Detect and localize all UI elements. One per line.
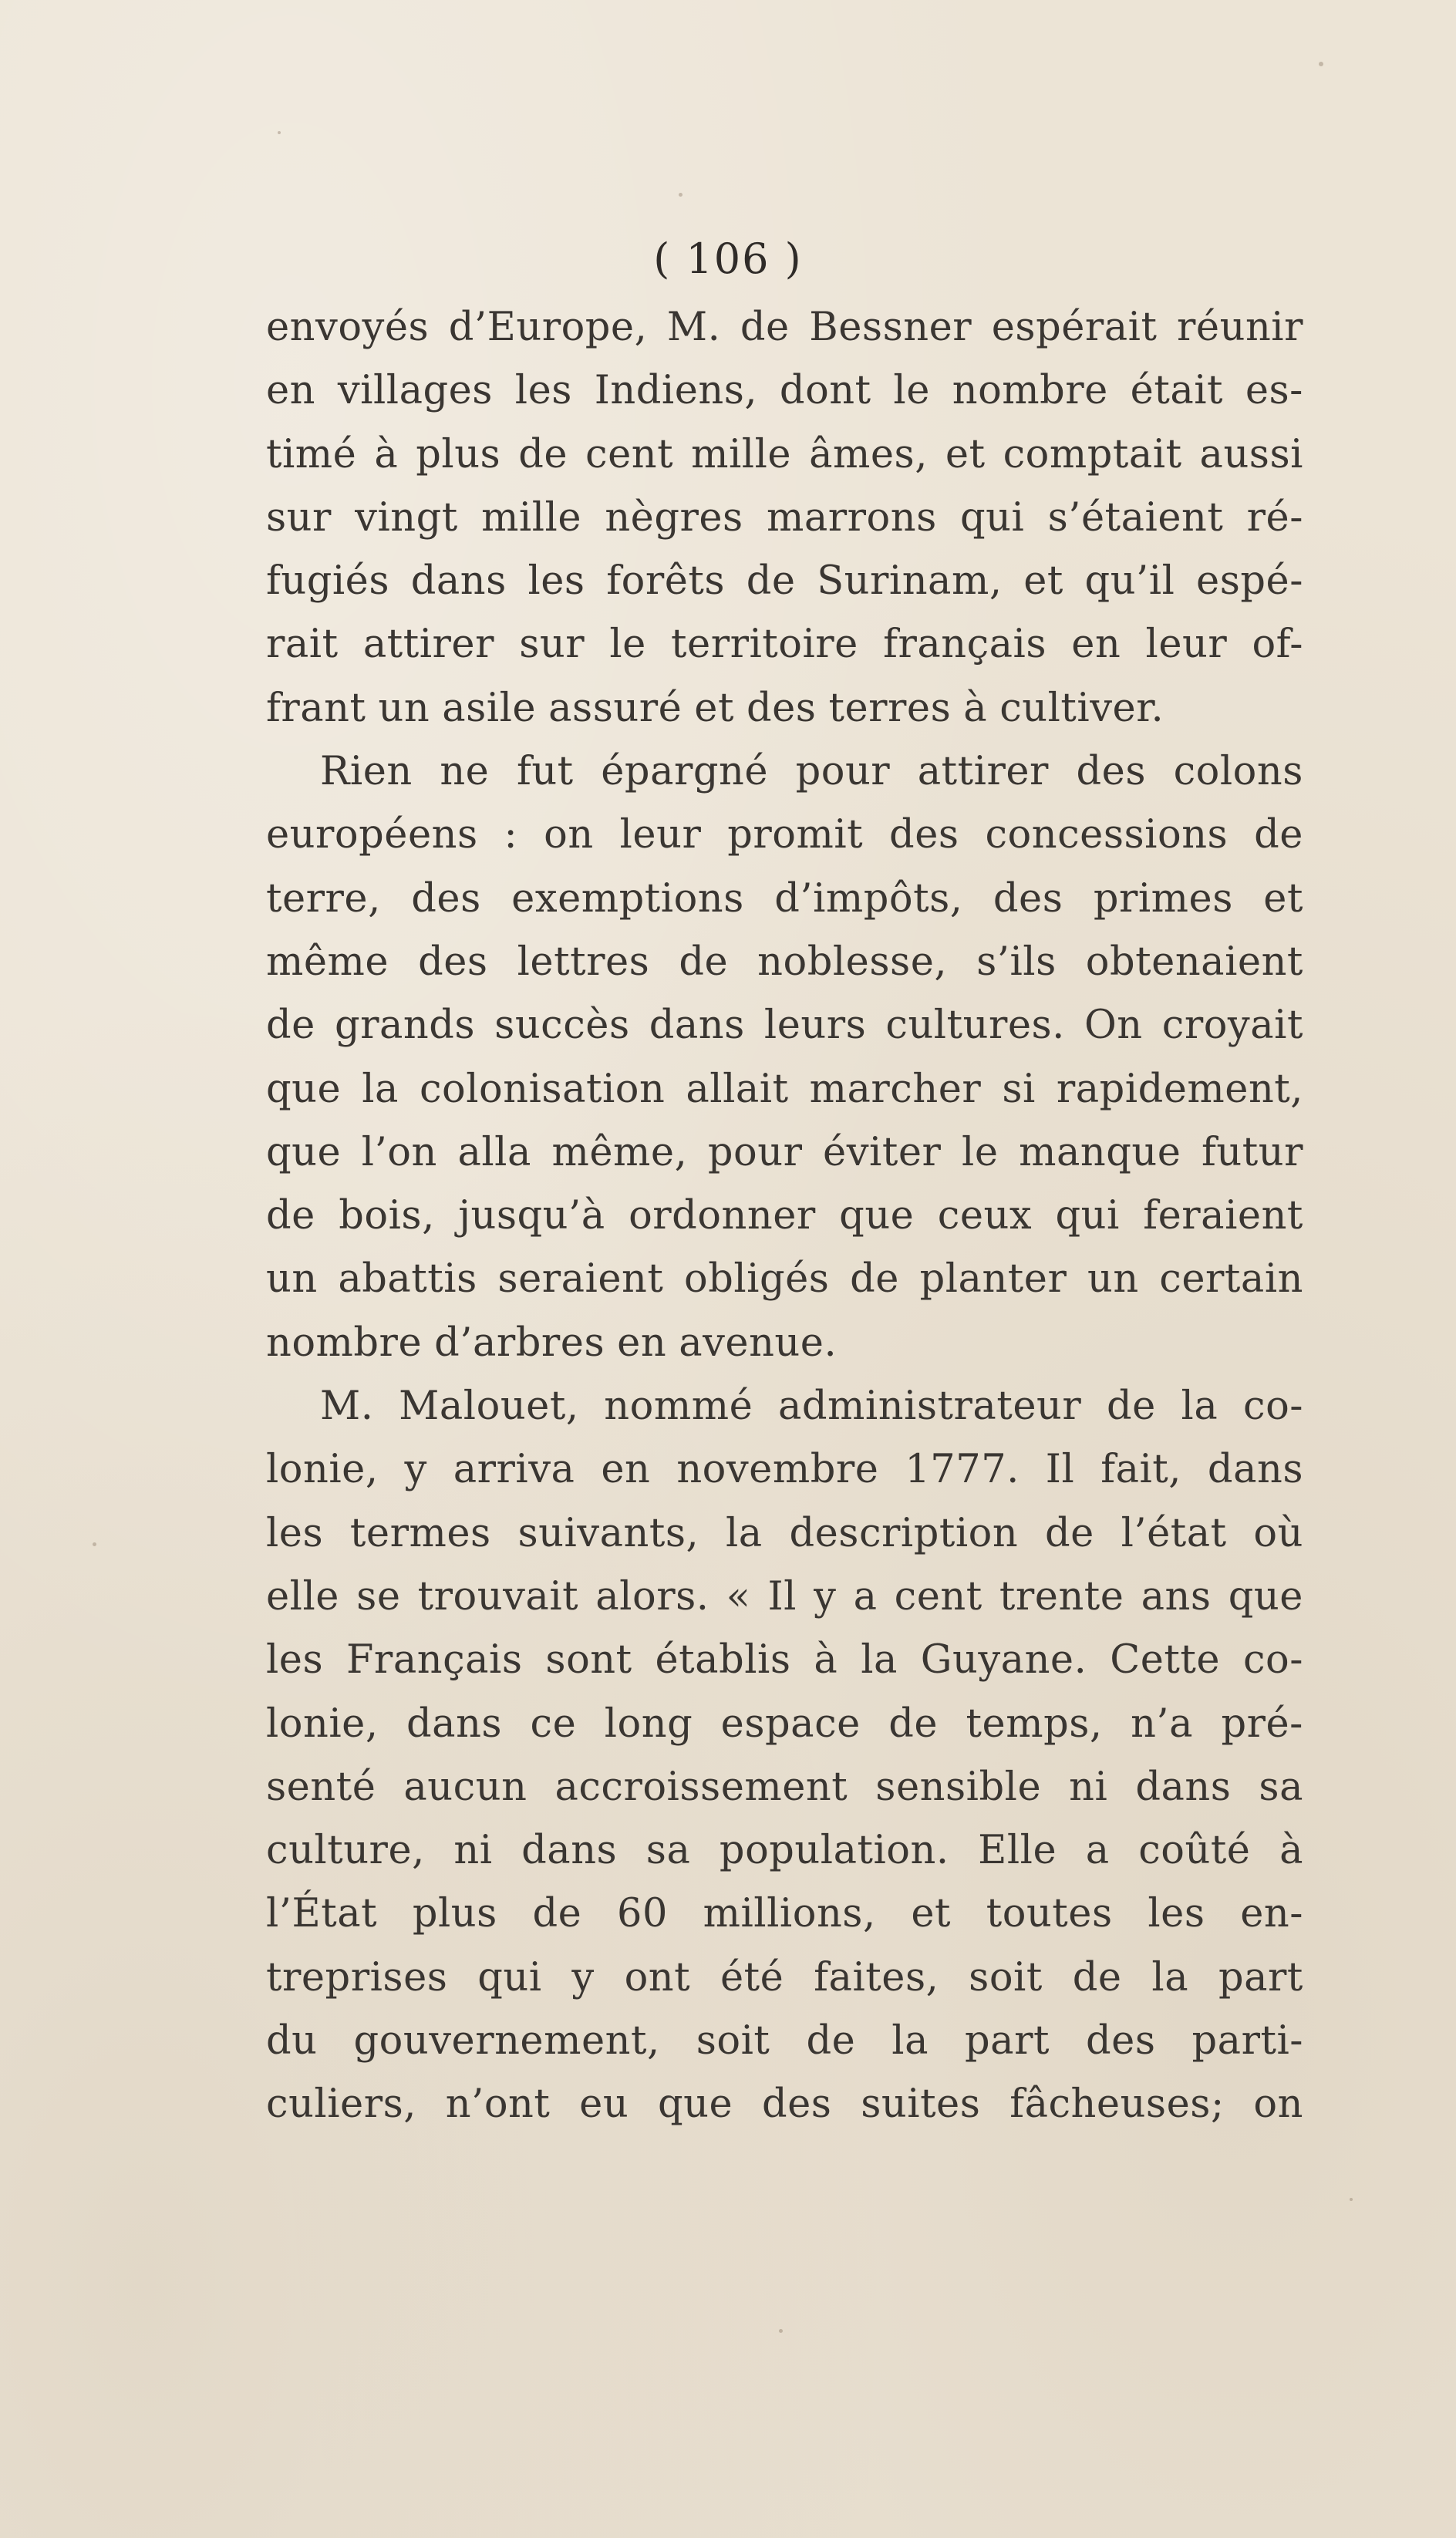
- word: de: [518, 431, 568, 477]
- word: dans: [1135, 1764, 1232, 1810]
- word: les: [1148, 1891, 1205, 1937]
- word: les: [266, 1510, 324, 1556]
- text-line: [266, 1882, 1303, 1946]
- word: elle: [266, 1573, 339, 1620]
- text-line: [266, 1693, 1303, 1756]
- word: part: [965, 2018, 1050, 2064]
- word: des: [761, 2081, 832, 2128]
- word: coûté: [1138, 1828, 1251, 1874]
- word: ce: [530, 1700, 577, 1747]
- word: la: [725, 1510, 763, 1556]
- word: Il: [1045, 1447, 1075, 1493]
- word: sur: [266, 494, 332, 541]
- word: en: [1071, 622, 1121, 668]
- paper-speck: [1350, 2198, 1353, 2201]
- word: sont: [545, 1637, 632, 1684]
- word: treprises: [266, 1954, 448, 2000]
- word: Malouet,: [399, 1384, 579, 1430]
- word: ceux: [937, 1193, 1033, 1239]
- word: des: [993, 875, 1063, 922]
- word: cultures.: [885, 1003, 1065, 1049]
- word: et: [694, 685, 734, 731]
- word: sensible: [875, 1764, 1042, 1810]
- word: on: [1253, 2081, 1303, 2128]
- word: à: [963, 685, 988, 731]
- word: européens: [266, 812, 478, 858]
- word: planter: [919, 1256, 1067, 1303]
- word: croyait: [1161, 1003, 1303, 1049]
- word: co-: [1243, 1384, 1303, 1430]
- word: 60: [617, 1891, 668, 1937]
- word: culture,: [266, 1828, 425, 1874]
- word: de: [850, 1256, 899, 1303]
- word: des: [889, 812, 959, 858]
- text-line: [266, 1502, 1303, 1566]
- text-line: [266, 2073, 1303, 2136]
- word: suites: [861, 2081, 981, 2128]
- word: fut: [516, 749, 574, 795]
- word: établis: [655, 1637, 791, 1684]
- word: de: [532, 1891, 582, 1937]
- word: ni: [453, 1828, 493, 1874]
- text-line: [266, 868, 1303, 931]
- word: dans: [1207, 1447, 1303, 1493]
- word: un: [1087, 1256, 1139, 1303]
- paper-speck: [278, 131, 281, 134]
- word: pour: [795, 749, 891, 795]
- word: territoire: [671, 622, 858, 668]
- word: qui: [477, 1954, 542, 2000]
- word: que: [839, 1193, 915, 1239]
- word: toutes: [986, 1891, 1113, 1937]
- word: obtenaient: [1085, 939, 1303, 985]
- word: de: [266, 1003, 315, 1049]
- text-line: [266, 1121, 1303, 1185]
- text-line: [266, 2010, 1303, 2073]
- word: envoyés: [266, 305, 430, 350]
- word: français: [883, 622, 1047, 668]
- word: comptait: [1003, 431, 1182, 477]
- word: manque: [1019, 1129, 1181, 1175]
- word: de: [1072, 1954, 1122, 2000]
- paper-speck: [1319, 62, 1323, 66]
- word: ni: [1069, 1764, 1108, 1810]
- text-line: [266, 423, 1303, 487]
- text-line: [266, 994, 1303, 1057]
- word: et: [1263, 875, 1303, 922]
- word: obligés: [684, 1256, 830, 1303]
- word: 1777.: [905, 1447, 1020, 1493]
- word: temps,: [966, 1700, 1103, 1747]
- word: de: [888, 1700, 939, 1747]
- word: noblesse,: [757, 939, 948, 985]
- word: terre,: [266, 875, 381, 922]
- word: dans: [406, 1700, 503, 1747]
- word: leur: [1145, 622, 1228, 668]
- paper-speck: [679, 193, 682, 197]
- word: trente: [999, 1573, 1124, 1620]
- word: forêts: [606, 558, 726, 605]
- text-line: [266, 1629, 1303, 1692]
- word: des: [411, 875, 481, 922]
- word: la: [1181, 1384, 1218, 1430]
- word: terres: [828, 685, 952, 731]
- word: population.: [719, 1828, 949, 1874]
- word: un: [378, 685, 430, 731]
- text-line: [266, 1946, 1303, 2010]
- word: marcher: [809, 1066, 982, 1112]
- word: nègres: [605, 494, 743, 541]
- word: le: [962, 1129, 999, 1175]
- word: nombre: [952, 368, 1108, 414]
- word: M.: [666, 305, 721, 350]
- text-line: [266, 1756, 1303, 1819]
- word: colonisation: [419, 1066, 666, 1112]
- word: trouvait: [417, 1573, 579, 1620]
- word: dans: [410, 558, 507, 605]
- word: sa: [645, 1828, 691, 1874]
- word: «: [726, 1573, 751, 1620]
- word: Il: [767, 1573, 797, 1620]
- text-line: [266, 487, 1303, 550]
- word: lonie,: [266, 1700, 379, 1747]
- word: d’impôts,: [774, 875, 963, 922]
- word: même,: [551, 1129, 688, 1175]
- word: senté: [266, 1764, 376, 1810]
- word: administrateur: [777, 1384, 1082, 1430]
- word: es-: [1245, 368, 1303, 414]
- word: le: [893, 368, 930, 414]
- word: la: [1151, 1954, 1189, 2000]
- word: en: [617, 1320, 667, 1366]
- word: marrons: [767, 494, 937, 541]
- word: on: [544, 812, 594, 858]
- word: mille: [691, 431, 792, 477]
- text-line: [266, 1819, 1303, 1882]
- word: de: [1044, 1510, 1094, 1556]
- word: ans: [1141, 1573, 1212, 1620]
- text-line: [266, 1058, 1303, 1121]
- text-line: [266, 359, 1303, 423]
- word: cultiver.: [999, 685, 1164, 731]
- word: sa: [1259, 1764, 1303, 1810]
- text-line: [266, 1312, 1303, 1375]
- word: Indiens,: [594, 368, 758, 414]
- word: même: [266, 939, 389, 985]
- word: les: [266, 1637, 324, 1684]
- word: les: [527, 558, 585, 605]
- word: primes: [1093, 875, 1233, 922]
- word: réunir: [1177, 305, 1303, 350]
- word: d’Europe,: [448, 305, 648, 350]
- word: espérait: [991, 305, 1158, 350]
- word: alla: [457, 1129, 531, 1175]
- word: de: [1254, 812, 1303, 858]
- word: dont: [779, 368, 871, 414]
- word: les: [514, 368, 572, 414]
- word: ré-: [1246, 494, 1303, 541]
- word: n’ont: [445, 2081, 551, 2128]
- word: novembre: [676, 1447, 879, 1493]
- word: fugiés: [266, 558, 390, 605]
- word: villages: [337, 368, 493, 414]
- word: de: [746, 558, 796, 605]
- word: ordonner: [629, 1193, 816, 1239]
- word: l’État: [266, 1891, 378, 1937]
- word: rait: [266, 622, 339, 668]
- word: plus: [416, 431, 501, 477]
- word: que: [1228, 1573, 1303, 1620]
- text-line: [266, 740, 1303, 804]
- word: des: [418, 939, 488, 985]
- text-line: [266, 1566, 1303, 1629]
- text-line: [266, 550, 1303, 613]
- word: Cette: [1110, 1637, 1221, 1684]
- word: aucun: [403, 1764, 527, 1810]
- word: la: [891, 2018, 929, 2064]
- word: s’étaient: [1047, 494, 1224, 541]
- word: à: [1279, 1828, 1303, 1874]
- word: Surinam,: [817, 558, 1003, 605]
- paper-speck: [779, 2329, 783, 2333]
- word: a: [1085, 1828, 1110, 1874]
- word: plus: [412, 1891, 497, 1937]
- word: ont: [624, 1954, 691, 2000]
- word: la: [861, 1637, 898, 1684]
- word: de: [806, 2018, 856, 2064]
- word: fait,: [1100, 1447, 1181, 1493]
- word: y: [404, 1447, 427, 1493]
- word: et: [945, 431, 986, 477]
- word: et: [911, 1891, 952, 1937]
- text-line: [266, 804, 1303, 867]
- word: bois,: [339, 1193, 435, 1239]
- word: nombre: [266, 1320, 423, 1366]
- word: futur: [1202, 1129, 1303, 1175]
- word: Guyane.: [920, 1637, 1087, 1684]
- word: soit: [696, 2018, 770, 2064]
- word: pré-: [1221, 1700, 1303, 1747]
- word: vingt: [355, 494, 458, 541]
- word: qui: [960, 494, 1025, 541]
- word: à: [814, 1637, 838, 1684]
- word: concessions: [985, 812, 1228, 858]
- word: abattis: [338, 1256, 477, 1303]
- word: part: [1218, 1954, 1303, 2000]
- word: en: [601, 1447, 651, 1493]
- word: que: [266, 1066, 342, 1112]
- word: se: [356, 1573, 401, 1620]
- word: si: [1002, 1066, 1036, 1112]
- text-line: [266, 613, 1303, 676]
- body-text: [266, 296, 1303, 2137]
- word: du: [266, 2018, 318, 2064]
- word: des: [1076, 749, 1147, 795]
- word: que: [266, 1129, 342, 1175]
- word: l’on: [361, 1129, 437, 1175]
- word: avenue.: [679, 1320, 838, 1366]
- word: Elle: [978, 1828, 1057, 1874]
- word: lettres: [517, 939, 650, 985]
- word: promit: [727, 812, 864, 858]
- word: le: [609, 622, 646, 668]
- word: alors.: [595, 1573, 709, 1620]
- word: de: [1106, 1384, 1156, 1430]
- word: éviter: [823, 1129, 942, 1175]
- text-line: [266, 1438, 1303, 1502]
- word: soit: [969, 1954, 1043, 2000]
- word: exemptions: [511, 875, 744, 922]
- word: asile: [442, 685, 537, 731]
- word: seraient: [497, 1256, 664, 1303]
- text-line: [266, 931, 1303, 994]
- word: termes: [349, 1510, 491, 1556]
- word: certain: [1159, 1256, 1303, 1303]
- word: co-: [1242, 1637, 1303, 1684]
- word: aussi: [1199, 431, 1303, 477]
- word: fâcheuses;: [1009, 2081, 1225, 2128]
- word: ne: [440, 749, 490, 795]
- word: en-: [1240, 1891, 1303, 1937]
- paper-speck: [93, 1542, 96, 1546]
- word: succès: [494, 1003, 630, 1049]
- text-line: [266, 677, 1303, 740]
- word: culiers,: [266, 2081, 416, 2128]
- word: un: [266, 1256, 318, 1303]
- word: n’a: [1131, 1700, 1194, 1747]
- word: :: [504, 812, 518, 858]
- word: gouvernement,: [353, 2018, 660, 2064]
- word: qu’il: [1084, 558, 1175, 605]
- word: leur: [619, 812, 702, 858]
- word: cent: [894, 1573, 982, 1620]
- word: que: [657, 2081, 733, 2128]
- word: rapidement,: [1056, 1066, 1303, 1112]
- word: On: [1084, 1003, 1143, 1049]
- word: accroissement: [554, 1764, 848, 1810]
- word: y: [814, 1573, 837, 1620]
- word: allait: [686, 1066, 789, 1112]
- word: a: [853, 1573, 878, 1620]
- word: espace: [720, 1700, 861, 1747]
- word: jusqu’à: [458, 1193, 605, 1239]
- word: long: [604, 1700, 693, 1747]
- word: parti-: [1191, 2018, 1303, 2064]
- word: description: [789, 1510, 1019, 1556]
- word: y: [571, 1954, 595, 2000]
- page-number: ( 106 ): [653, 234, 803, 283]
- word: colons: [1173, 749, 1303, 795]
- word: faites,: [814, 1954, 939, 2000]
- word: espé-: [1196, 558, 1303, 605]
- word: attirer: [917, 749, 1049, 795]
- word: M.: [320, 1384, 374, 1430]
- word: âmes,: [809, 431, 928, 477]
- text-line: [266, 1375, 1303, 1438]
- word: of-: [1252, 622, 1303, 668]
- word: épargné: [601, 749, 769, 795]
- word: été: [720, 1954, 784, 2000]
- word: eu: [579, 2081, 629, 2128]
- word: feraient: [1143, 1193, 1303, 1239]
- word: la: [362, 1066, 399, 1112]
- word: en: [266, 368, 316, 414]
- word: cent: [585, 431, 674, 477]
- word: millions,: [703, 1891, 876, 1937]
- word: assuré: [548, 685, 682, 731]
- word: et: [1023, 558, 1063, 605]
- word: arriva: [453, 1447, 575, 1493]
- word: timé: [266, 431, 357, 477]
- word: de: [266, 1193, 315, 1239]
- word: s’ils: [976, 939, 1057, 985]
- word: lonie,: [266, 1447, 379, 1493]
- word: nommé: [604, 1384, 753, 1430]
- word: à: [374, 431, 399, 477]
- word: leurs: [763, 1003, 867, 1049]
- word: qui: [1055, 1193, 1120, 1239]
- word: de: [679, 939, 729, 985]
- word: frant: [266, 685, 366, 731]
- word: dans: [521, 1828, 618, 1874]
- word: des: [1085, 2018, 1156, 2064]
- word: mille: [481, 494, 582, 541]
- word: pour: [707, 1129, 803, 1175]
- word: suivants,: [517, 1510, 699, 1556]
- word: de: [740, 305, 790, 350]
- word: sur: [519, 622, 585, 668]
- word: Rien: [320, 749, 413, 795]
- word: Français: [346, 1637, 523, 1684]
- word: était: [1130, 368, 1224, 414]
- word: l’état: [1121, 1510, 1227, 1556]
- word: grands: [334, 1003, 476, 1049]
- word: Bessner: [809, 305, 972, 350]
- word: attirer: [362, 622, 494, 668]
- text-line: [266, 1185, 1303, 1248]
- word: des: [746, 685, 817, 731]
- word: où: [1253, 1510, 1303, 1556]
- word: d’arbres: [434, 1320, 605, 1366]
- text-line: [266, 1248, 1303, 1311]
- text-line: [266, 296, 1303, 359]
- word: dans: [649, 1003, 745, 1049]
